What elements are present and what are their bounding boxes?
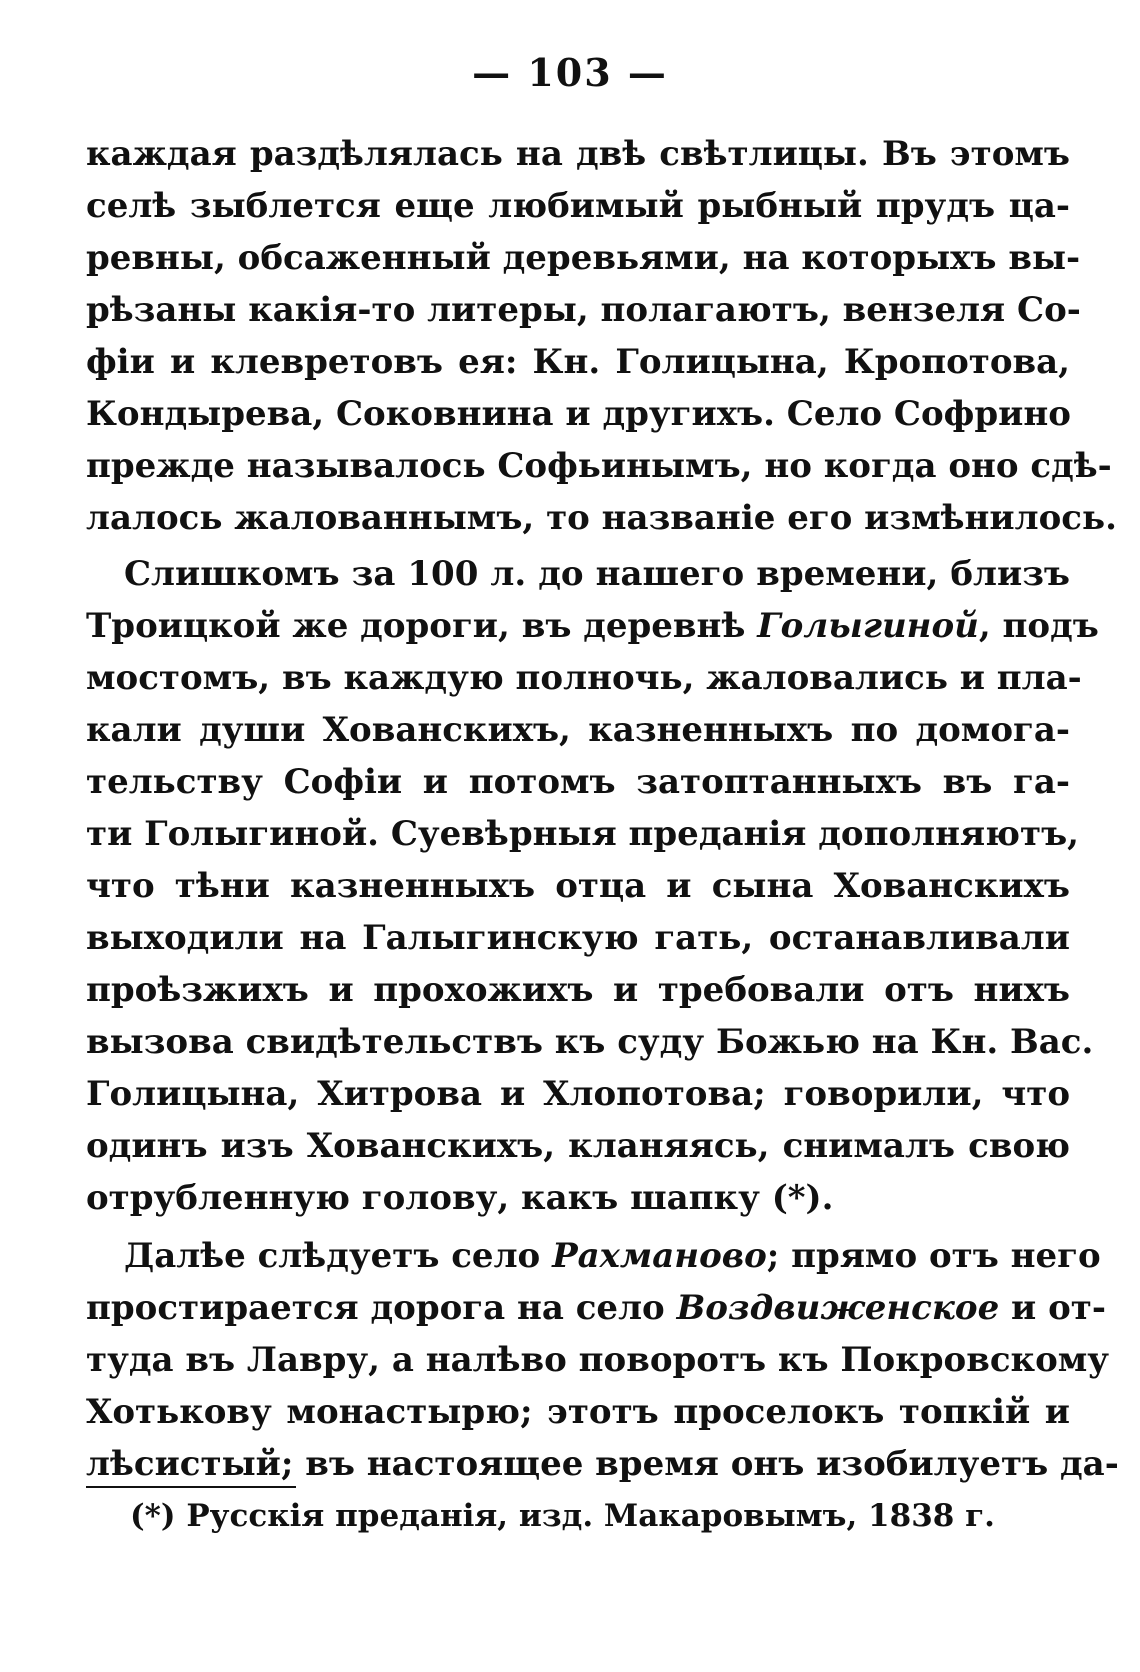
text-line: вызова свидѣтельствъ къ суду Божью на Кн. Вас.: [86, 1022, 1094, 1062]
footnote-rule: [86, 1486, 296, 1488]
italic-place-name: Воздвиженское: [676, 1288, 1000, 1328]
italic-place-name: Рахманово: [552, 1236, 767, 1276]
text-line: ти Голыгиной. Суевѣрныя преданія дополняютъ,: [86, 814, 1079, 854]
text-line: селѣ зыблется еще любимый рыбный прудъ ца-: [86, 186, 1070, 226]
text-line: Голицына, Хитрова и Хлопотова; говорили, что: [86, 1074, 1070, 1114]
text-line: Далѣе слѣдуетъ село Рахманово; прямо отъ него: [124, 1236, 1101, 1276]
text-line: прежде называлось Софьинымъ, но когда оно сдѣ-: [86, 446, 1112, 486]
text-line: тельству Софіи и потомъ затоптанныхъ въ га-: [86, 762, 1070, 802]
text-line: кали души Хованскихъ, казненныхъ по домога-: [86, 710, 1070, 750]
text-line: одинъ изъ Хованскихъ, кланяясь, снималъ свою: [86, 1126, 1070, 1166]
text-line: Слишкомъ за 100 л. до нашего времени, близъ: [124, 554, 1070, 594]
text-line: лалось жалованнымъ, то названіе его измѣнилось.: [86, 498, 1117, 538]
text-line: мостомъ, въ каждую полночь, жаловались и пла-: [86, 658, 1082, 698]
page-number: — 103 —: [472, 50, 668, 95]
text-line: ревны, обсаженный деревьями, на которыхъ вы-: [86, 238, 1081, 278]
text-line: Троицкой же дороги, въ деревнѣ Голыгиной, подъ: [86, 606, 1099, 646]
text-line: отрубленную голову, какъ шапку (*).: [86, 1178, 834, 1218]
text-line: выходили на Галыгинскую гать, останавливали: [86, 918, 1070, 958]
text-line: фіи и клевретовъ ея: Кн. Голицына, Кропотова,: [86, 342, 1070, 382]
text-line: лѣсистый; въ настоящее время онъ изобилуетъ да-: [86, 1444, 1119, 1484]
footnote: (*) Русскія преданія, изд. Макаровымъ, 1838 г.: [130, 1498, 995, 1534]
text-line: Кондырева, Соковнина и другихъ. Село Софрино: [86, 394, 1071, 434]
text-line: проѣзжихъ и прохожихъ и требовали отъ нихъ: [86, 970, 1070, 1010]
text-line: простирается дорога на село Воздвиженское и от-: [86, 1288, 1106, 1328]
text-line: что тѣни казненныхъ отца и сына Хованскихъ: [86, 866, 1070, 906]
italic-place-name: Голыгиной: [757, 606, 979, 646]
text-line: Хотькову монастырю; этотъ проселокъ топкій и: [86, 1392, 1070, 1432]
text-line: рѣзаны какія-то литеры, полагаютъ, вензеля Со-: [86, 290, 1081, 330]
text-line: каждая раздѣлялась на двѣ свѣтлицы. Въ этомъ: [86, 134, 1070, 174]
text-line: туда въ Лавру, а налѣво поворотъ къ Покровскому: [86, 1340, 1110, 1380]
